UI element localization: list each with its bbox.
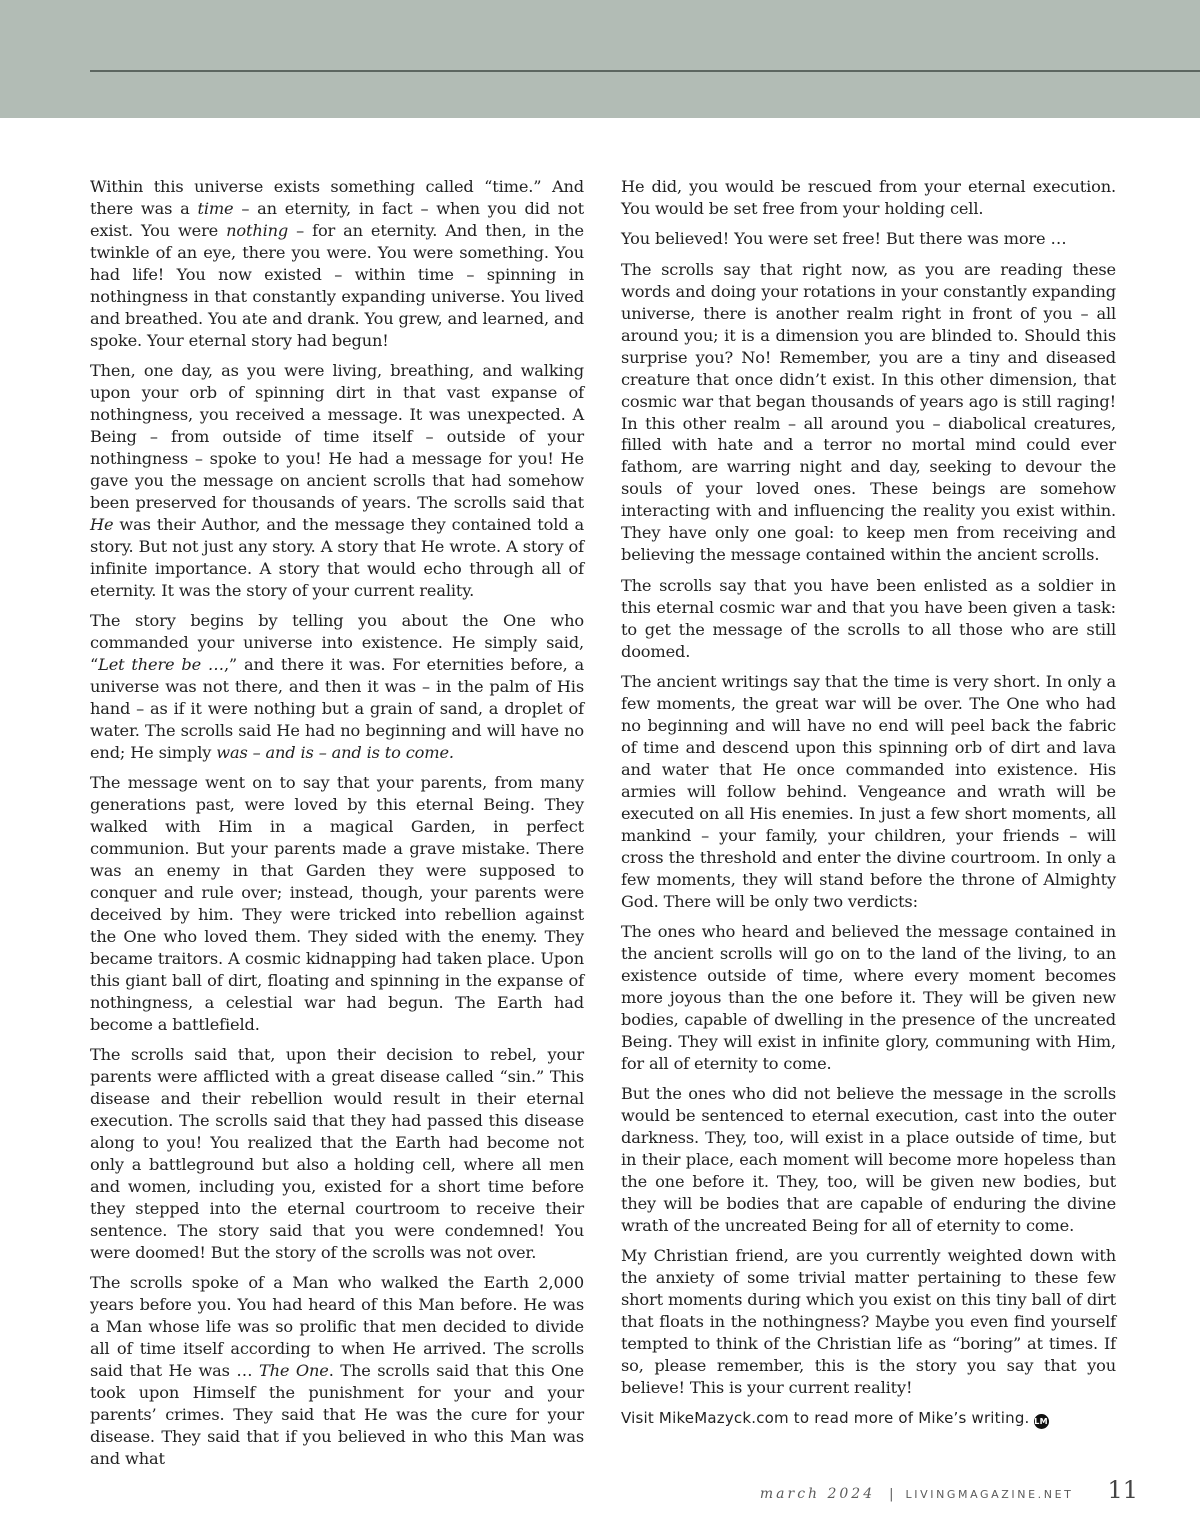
emphasis-text: He <box>90 514 114 534</box>
header-band <box>0 0 1200 118</box>
paragraph-text: – an eternity, in fact – when you did not exist. You were <box>90 198 584 240</box>
author-byline <box>621 1408 1116 1430</box>
emphasis-text: Let there be … <box>98 655 224 675</box>
paragraph <box>621 1083 1116 1237</box>
paragraph-text: The ones who heard and believed the message contained in the ancient scrolls will go on to the land of the living, to an existence outside of time, where every moment becomes more joyous than the one before it. They will be given new bodies, capable of dwelling in the presence of the uncreated Being. They will exist in infinite glory, communing with Him, for all of eternity to come. <box>621 922 1116 1073</box>
emphasis-text: The One <box>259 1361 329 1381</box>
paragraph-text: The scrolls say that you have been enlisted as a soldier in this eternal cosmic war and that you have been given a task: to get the message of the scrolls to all those who are still doomed. <box>621 575 1116 661</box>
paragraph-text: was their Author, and the message they contained told a story. But not just any story. A story that He wrote. A story of infinite importance. A story that would echo through all of eternity. It was the story of your current reality. <box>90 514 584 600</box>
paragraph-text: The ancient writings say that the time is very short. In only a few moments, the great war will be over. The One who had no beginning and will have no end will peel back the fabric of time and descend upon this spinning orb of dirt and lava and water that He once commanded into existence. His armies will follow behind. Vengeance and wrath will be executed on all His enemies. In just a few short moments, all mankind – your family, your children, your friends – will cross the threshold and enter the divine courtroom. In only a few moments, they will stand before the throne of Almighty God. There will be only two verdicts: <box>621 672 1116 911</box>
paragraph <box>621 671 1116 912</box>
paragraph-text: But the ones who did not believe the message in the scrolls would be sentenced to eternal execution, cast into the outer darkness. They, too, will exist in a place outside of time, but in their place, each moment will become more hopeless than the one before it. They, too, will be given new bodies, but they will be bodies that are capable of enduring the divine wrath of the uncreated Being for all of eternity to come. <box>621 1084 1116 1235</box>
paragraph <box>90 1272 584 1470</box>
paragraph <box>90 1044 584 1264</box>
paragraph-text: The scrolls said that, upon their decision to rebel, your parents were afflicted with a great disease called “sin.” This disease and their rebellion would result in their eternal execution. The scrolls said that they had passed this disease along to you! You realized that the Earth had become not only a battleground but also a holding cell, where all men and women, including you, existed for a short time before they stepped into the eternal courtroom to receive their sentence. The story said that you were condemned! You were doomed! But the story of the scrolls was not over. <box>90 1045 584 1262</box>
magazine-website: LIVINGMAGAZINE.NET <box>905 1488 1074 1501</box>
paragraph <box>621 259 1116 566</box>
paragraph <box>621 1245 1116 1399</box>
paragraph-text: The scrolls spoke of a Man who walked the Earth 2,000 years before you. You had heard of this Man before. He was a Man whose life was so prolific that men decided to divide all of time itself according to when He arrived. The scrolls said that He was … <box>90 1273 584 1381</box>
end-mark-icon: LM <box>1034 1414 1049 1429</box>
paragraph <box>90 772 584 1035</box>
paragraph <box>621 575 1116 663</box>
paragraph <box>90 176 584 352</box>
page-footer <box>760 1476 1138 1506</box>
paragraph <box>90 610 584 764</box>
paragraph-text: – for an eternity. And then, in the twinkle of an eye, there you were. You were something. You had life! You now existed – within time – spinning in nothingness in that constantly expanding universe. You lived and breathed. You ate and drank. You grew, and learned, and spoke. Your eternal story had begun! <box>90 220 584 350</box>
paragraph-text: The story begins by telling you about the One who commanded your universe into existence. He simply said, “ <box>90 611 584 675</box>
emphasis-text: was – and is – and is to come. <box>216 742 454 762</box>
emphasis-text: time <box>197 198 234 218</box>
paragraph-text: The scrolls say that right now, as you are reading these words and doing your rotations in your constantly expanding universe, there is another realm right in front of you – all around you; it is a dimension you are blinded to. Should this surprise you? No! Remember, you are a tiny and diseased creature that once didn’t exist. In this other dimension, that cosmic war that began thousands of years ago is still raging! In this other realm – all around you – diabolical creatures, filled with hate and a terror no mortal mind could ever fathom, are warring night and day, seeking to devour the souls of your loved ones. These beings are somehow interacting with and influencing the reality you exist within. They have only one goal: to keep men from receiving and believing the message contained within the ancient scrolls. <box>621 259 1116 565</box>
issue-date: march 2024 <box>759 1486 876 1502</box>
paragraph-text: The message went on to say that your parents, from many generations past, were loved by this eternal Being. They walked with Him in a magical Garden, in perfect communion. But your parents made a grave mistake. There was an enemy in that Garden they were supposed to conquer and rule over; instead, though, your parents were deceived by him. They were tricked into rebellion against the One who loved them. They sided with the enemy. They became traitors. A cosmic kidnapping had taken place. Upon this giant ball of dirt, floating and spinning in the expanse of nothingness, a celestial war had begun. The Earth had become a battlefield. <box>90 773 584 1034</box>
footer-separator: | <box>889 1487 894 1502</box>
paragraph-text: He did, you would be rescued from your eternal execution. You would be set free from your holding cell. <box>621 177 1116 218</box>
byline-text: Visit MikeMazyck.com to read more of Mike’s writing. <box>621 1408 1030 1427</box>
paragraph-text: My Christian friend, are you currently weighted down with the anxiety of some trivial matter pertaining to these few short moments during which you exist on this tiny ball of dirt that floats in the nothingness? Maybe you even find yourself tempted to think of the Christian life as “boring” at times. If so, please remember, this is the story you say that you believe! This is your current reality! <box>621 1246 1116 1398</box>
paragraph <box>90 360 584 601</box>
paragraph-text: . The scrolls said that this One took upon Himself the punishment for your and your parents’ crimes. They said that He was the cure for your disease. They said that if you believed in who this Man was and what <box>90 1361 584 1468</box>
paragraph <box>621 176 1116 220</box>
header-rule <box>90 70 1200 72</box>
paragraph-text: Within this universe exists something called “time.” And there was a <box>90 177 584 218</box>
article-column-left <box>90 176 584 1478</box>
paragraph <box>621 921 1116 1075</box>
paragraph-text: You believed! You were set free! But there was more … <box>621 229 1067 249</box>
paragraph-text: Then, one day, as you were living, breathing, and walking upon your orb of spinning dirt in that vast expanse of nothingness, you received a message. It was unexpected. A Being – from outside of time itself – outside of your nothingness – spoke to you! He had a message for you! He gave you the message on ancient scrolls that had somehow been preserved for thousands of years. The scrolls said that <box>90 361 584 512</box>
page-number: 11 <box>1107 1476 1138 1504</box>
emphasis-text: nothing <box>226 220 289 240</box>
article-column-right <box>621 176 1116 1438</box>
paragraph <box>621 228 1116 250</box>
paragraph-text: ,” and there it was. For eternities before, a universe was not there, and then it was – in the palm of His hand – as if it were nothing but a grain of sand, a droplet of water. The scrolls said He had no beginning and will have no end; He simply <box>90 655 584 762</box>
